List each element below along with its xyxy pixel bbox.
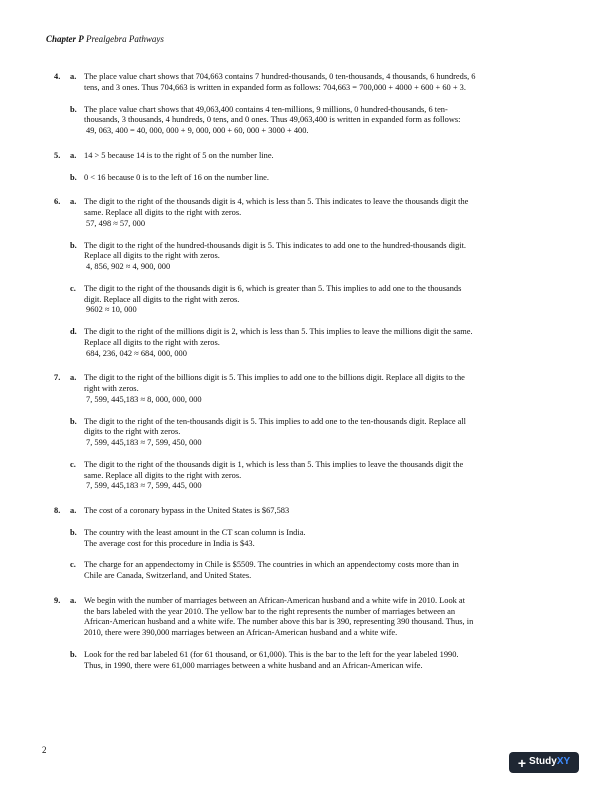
text-line: Chile are Canada, Switzerland, and United States.: [84, 571, 252, 580]
part-label: b.: [70, 527, 77, 537]
problem-number: 7.: [54, 373, 61, 383]
text-line: same. Replace all digits to the right with zeros.: [84, 208, 242, 217]
problem-part: [54, 460, 554, 492]
problem-number: 4.: [54, 72, 61, 81]
text-line: The digit to the right of the ten-thousands digit is 5. This implies to add one to the ten-thousands digit. Replace all: [84, 416, 467, 426]
math-expression: 57, 498 ≈ 57, 000: [86, 218, 146, 228]
part-label: a.: [70, 72, 77, 81]
math-expression: 7, 599, 445,183 ≈ 7, 599, 450, 000: [86, 438, 202, 447]
part-label: a.: [70, 373, 77, 383]
part-label: c.: [70, 560, 76, 570]
problem-part: [54, 417, 554, 449]
chapter-label: Chapter P: [46, 34, 84, 44]
text-line: the bars labeled with the year 2010. The yellow bar to the right represents the number of marriages between an: [84, 606, 456, 616]
text-line: Replace all digits to the right with zeros.: [84, 337, 220, 347]
text-line: Look for the red bar labeled 61 (for 61 thousand, or 61,000). This is the bar to the left for the year labeled 1990.: [84, 649, 459, 659]
text-line: The digit to the right of the thousands digit is 4, which is less than 5. This indicates to leave the thousands digit the: [84, 197, 469, 207]
problem-part: [54, 506, 554, 517]
text-line: right with zeros.: [84, 384, 139, 393]
text-line: Replace all digits to the right with zeros.: [84, 251, 220, 261]
problem: [54, 197, 554, 359]
math-expression: 49, 063, 400 = 40, 000, 000 + 9, 000, 000 + 60, 000 + 3000 + 400.: [86, 126, 309, 135]
running-header: [46, 34, 164, 46]
problem-part: [54, 327, 554, 359]
text-line: The digit to the right of the billions digit is 5. This implies to add one to the billions digit. Replace all digits to the: [84, 373, 465, 383]
math-expression: 7, 599, 445,183 ≈ 8, 000, 000, 000: [86, 394, 202, 404]
problem: [54, 373, 554, 492]
text-line: digits to the right with zeros.: [84, 427, 181, 437]
text-line: We begin with the number of marriages between an African-American husband and a white wife in 2010. Look at: [84, 595, 465, 605]
text-line: African-American husband and a white wife. The number above this bar is 390, representing 390 thousand. Thus, in: [84, 617, 474, 627]
text-line: same. Replace all digits to the right with zeros.: [84, 470, 242, 480]
text-line: The digit to the right of the thousands digit is 1, which is less than 5. This implies to leave the thousands digit the: [84, 459, 464, 469]
math-expression: 7, 599, 445,183 ≈ 7, 599, 445, 000: [86, 481, 202, 491]
problem-part: [54, 528, 554, 550]
text-line: The digit to the right of the thousands digit is 6, which is greater than 5. This implies to add one to the thousands: [84, 283, 462, 293]
text-line: The place value chart shows that 704,663 contains 7 hundred-thousands, 0 ten-thousands, 4 thousands, 6 hundreds, 6: [84, 72, 476, 81]
part-label: d.: [70, 327, 77, 336]
text-line: 0 < 16 because 0 is to the left of 16 on the number line.: [84, 172, 269, 182]
part-label: b.: [70, 104, 77, 114]
problem: [54, 506, 554, 582]
problem-part: [54, 596, 554, 639]
problem: [54, 72, 554, 137]
problem: [54, 151, 554, 184]
math-expression: 684, 236, 042 ≈ 684, 000, 000: [86, 348, 187, 358]
problem-number: 6.: [54, 197, 61, 207]
problem-number: 9.: [54, 595, 61, 605]
part-label: b.: [70, 649, 77, 659]
part-label: a.: [70, 595, 77, 605]
problem-part: [54, 650, 554, 672]
logo-text: Study: [529, 756, 557, 768]
problem-part: [54, 105, 554, 137]
text-line: 2010, there were 390,000 marriages between an African-American husband and a white wife.: [84, 628, 398, 637]
problem: [54, 596, 554, 672]
text-line: The cost of a coronary bypass in the United States is $67,583: [84, 506, 290, 515]
problem-part: [54, 560, 554, 582]
solutions-content: [54, 72, 554, 685]
part-label: b.: [70, 172, 77, 182]
chapter-title: Prealgebra Pathways: [86, 34, 164, 44]
text-line: The digit to the right of the hundred-thousands digit is 5. This indicates to add one to the hundred-thousands digit.: [84, 240, 467, 250]
text-line: tens, and 3 ones. Thus 704,663 is written in expanded form as follows: 704,663 = 700,000 + 4000 + 600 + 60 + 3.: [84, 82, 466, 92]
problem-number: 8.: [54, 506, 61, 515]
part-label: a.: [70, 506, 77, 515]
part-label: a.: [70, 150, 77, 160]
part-label: b.: [70, 240, 77, 250]
text-line: digit. Replace all digits to the right with zeros.: [84, 294, 240, 304]
part-label: b.: [70, 416, 77, 426]
problem-part: [54, 197, 554, 229]
problem-part: [54, 284, 554, 316]
problem-part: [54, 241, 554, 273]
problem-part: [54, 72, 554, 94]
math-expression: 9602 ≈ 10, 000: [86, 305, 137, 315]
text-line: 14 > 5 because 14 is to the right of 5 on the number line.: [84, 150, 274, 160]
problem-number: 5.: [54, 150, 61, 160]
problem-part: [54, 373, 554, 405]
part-label: c.: [70, 459, 76, 469]
page-number: 2: [42, 745, 47, 755]
problem-part: [54, 151, 554, 162]
text-line: The place value chart shows that 49,063,400 contains 4 ten-millions, 9 millions, 0 hundred-thousands, 6 ten-: [84, 104, 448, 114]
text-line: The digit to the right of the millions digit is 2, which is less than 5. This implies to leave the millions digit the same.: [84, 327, 473, 336]
text-line: The charge for an appendectomy in Chile is $5509. The countries in which an appendectomy costs more than in: [84, 560, 459, 570]
problem-part: [54, 173, 554, 184]
studyxy-logo: [509, 752, 579, 773]
plus-icon: +: [517, 754, 527, 771]
part-label: c.: [70, 283, 76, 293]
text-line: The country with the least amount in the CT scan column is India.: [84, 527, 306, 537]
text-line: thousands, 3 thousands, 4 hundreds, 0 tens, and 0 ones. Thus 49,063,400 is written in expanded form as follows:: [84, 115, 461, 125]
text-line: Thus, in 1990, there were 61,000 marriages between a white husband and an African-American wife.: [84, 660, 423, 670]
math-expression: 4, 856, 902 ≈ 4, 900, 000: [86, 262, 171, 271]
logo-text-suffix: XY: [556, 756, 571, 768]
text-line: The average cost for this procedure in India is $43.: [84, 538, 255, 548]
part-label: a.: [70, 197, 77, 207]
